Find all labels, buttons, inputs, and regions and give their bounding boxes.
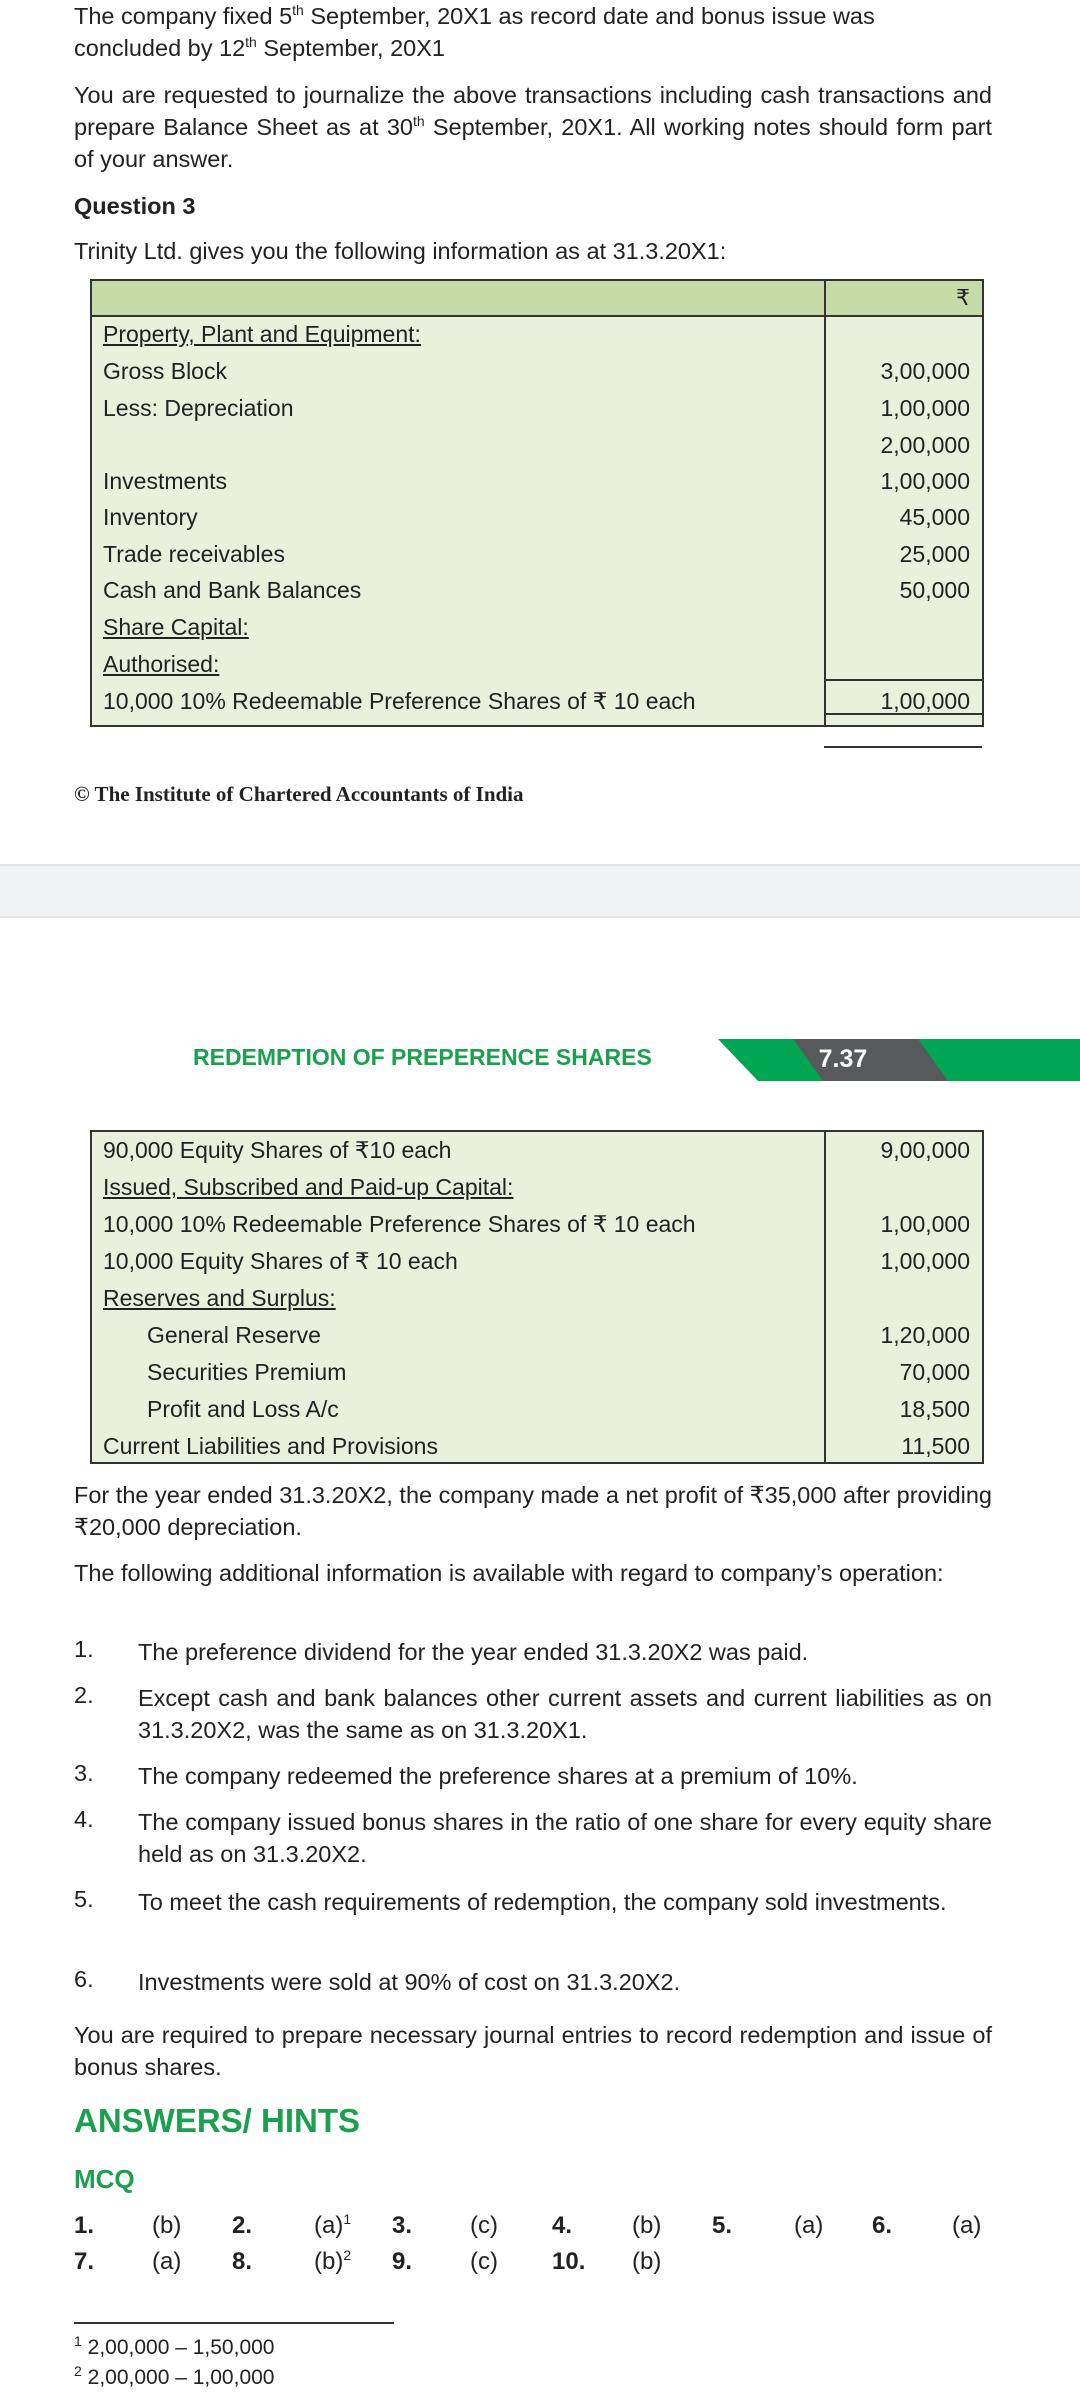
chapter-title: REDEMPTION OF PREPERENCE SHARES: [193, 1044, 652, 1070]
row-amount: 3,00,000: [880, 358, 970, 384]
table-row: [92, 316, 982, 352]
footnote-text: 2,00,000 – 1,00,000: [87, 2366, 275, 2389]
underline-rule: [824, 746, 982, 748]
list-text: Except cash and bank balances other current assets and current liabilities as on 31.3.20X2, was the same as on 31.3.20X1.: [138, 1685, 992, 1743]
row-label: 10,000 10% Redeemable Preference Shares of ₹ 10 each: [103, 688, 696, 714]
table-row: [92, 353, 982, 389]
mcq-number: 9.: [392, 2248, 413, 2275]
row-label: Share Capital:: [103, 614, 249, 640]
mcq-number: 3.: [392, 2212, 413, 2239]
table-row: [92, 1243, 982, 1279]
mcq-heading: MCQ: [74, 2164, 135, 2194]
list-number: 5.: [74, 1886, 94, 1912]
row-label: Profit and Loss A/c: [147, 1396, 339, 1422]
table-row: [92, 1428, 982, 1464]
row-amount: 1,20,000: [880, 1322, 970, 1348]
mcq-answer: [632, 2248, 661, 2276]
question-heading: Question 3: [74, 193, 196, 219]
row-amount: 18,500: [899, 1396, 970, 1422]
footnote-mark: 1: [74, 2333, 82, 2349]
answers-heading: ANSWERS/ HINTS: [74, 2102, 361, 2139]
mcq-number: 7.: [74, 2248, 95, 2275]
row-label: Less: Depreciation: [103, 395, 294, 421]
intro-text: September, 20X1 as record date and bonus issue was: [303, 3, 875, 29]
table-row: [92, 646, 982, 682]
list-text: The company redeemed the preference shares at a premium of 10%.: [138, 1763, 858, 1789]
mcq-answer: [314, 2248, 351, 2276]
footnote-ref: 1: [343, 2211, 352, 2227]
row-amount: 1,00,000: [880, 688, 970, 714]
paragraph-additional-info: The following additional information is available with regard to company’s operation:: [74, 1560, 944, 1586]
ordinal-sup: th: [412, 113, 425, 130]
row-amount: 2,00,000: [880, 432, 970, 458]
table-row: [92, 427, 982, 463]
mcq-number: 8.: [232, 2248, 253, 2275]
table-row: [92, 390, 982, 426]
list-number: 3.: [74, 1760, 94, 1786]
row-label: Securities Premium: [147, 1359, 347, 1385]
table-row: [92, 1317, 982, 1353]
row-label: Inventory: [103, 504, 198, 530]
mcq-answer-text: (c): [470, 2248, 498, 2275]
list-number: 4.: [74, 1806, 94, 1832]
ordinal-sup: th: [245, 34, 257, 51]
list-text: The company issued bonus shares in the ratio of one share for every equity share held as on 31.3.20X2.: [138, 1809, 992, 1867]
table-row: [92, 1132, 982, 1168]
paragraph-requirement: You are required to prepare necessary journal entries to record redemption and issue of bonus shares.: [74, 2022, 992, 2080]
copyright-footer: © The Institute of Chartered Accountants of India: [74, 782, 524, 806]
table-row: [92, 463, 982, 499]
mcq-answer-text: (b): [632, 2248, 662, 2275]
row-amount: 45,000: [899, 504, 970, 530]
mcq-answer: [152, 2248, 181, 2276]
mcq-answer-text: (a): [794, 2212, 824, 2239]
table-row: [92, 683, 982, 719]
footnote-mark: 2: [74, 2363, 82, 2379]
footnote-ref: 2: [343, 2247, 352, 2263]
row-label: Reserves and Surplus:: [103, 1285, 336, 1311]
mcq-answer-text: (a): [314, 2212, 344, 2239]
table-row: [92, 1391, 982, 1427]
list-number: 2.: [74, 1682, 94, 1708]
row-amount: 50,000: [899, 577, 970, 603]
list-text: The preference dividend for the year ended 31.3.20X2 was paid.: [138, 1639, 809, 1665]
mcq-number: 4.: [552, 2212, 573, 2239]
mcq-answer-text: (a): [152, 2248, 182, 2275]
paragraph-net-profit: For the year ended 31.3.20X2, the company made a net profit of ₹35,000 after providing ₹20,000 depreciation.: [74, 1482, 992, 1540]
page-break: [0, 864, 1080, 918]
mcq-answer-text: (b): [314, 2248, 344, 2275]
row-label: General Reserve: [147, 1322, 321, 1348]
row-amount: 1,00,000: [880, 468, 970, 494]
intro-paragraph: [74, 0, 992, 64]
row-amount: 1,00,000: [880, 1211, 970, 1237]
row-label: Authorised:: [103, 651, 220, 677]
table-row: [92, 572, 982, 608]
footnote-1: [74, 2333, 275, 2360]
footnote-2: [74, 2363, 275, 2390]
row-label: Property, Plant and Equipment:: [103, 321, 421, 347]
mcq-answer-text: (c): [470, 2212, 498, 2239]
row-amount: 1,00,000: [880, 395, 970, 421]
mcq-number: 10.: [552, 2248, 586, 2275]
page-header-band: [718, 1039, 1080, 1081]
row-label: Trade receivables: [103, 541, 285, 567]
request-text: September, 20X1. All working notes should form part of your answer.: [74, 114, 992, 172]
intro-text: September, 20X1: [256, 35, 445, 61]
row-amount: 25,000: [899, 541, 970, 567]
rupee-header: ₹: [956, 285, 970, 310]
row-label: Current Liabilities and Provisions: [103, 1433, 438, 1459]
mcq-number: 1.: [74, 2212, 95, 2239]
footnote-rule: [74, 2322, 394, 2324]
mcq-answer-text: (a): [952, 2212, 982, 2239]
table-row: [92, 499, 982, 535]
intro-text: concluded by 12: [74, 35, 246, 61]
balance-table-2: [90, 1130, 984, 1464]
mcq-answer: [794, 2212, 823, 2240]
intro-text: The company fixed 5: [74, 3, 293, 29]
table-row: [92, 1169, 982, 1205]
request-paragraph: [74, 79, 992, 175]
mcq-answer: [470, 2212, 498, 2240]
row-label: 10,000 10% Redeemable Preference Shares of ₹ 10 each: [103, 1211, 696, 1237]
row-label: 90,000 Equity Shares of ₹10 each: [103, 1137, 452, 1163]
mcq-answer-text: (b): [152, 2212, 182, 2239]
table-row: [92, 609, 982, 645]
row-amount: 11,500: [901, 1433, 970, 1459]
row-label: 10,000 Equity Shares of ₹ 10 each: [103, 1248, 458, 1274]
request-text: You are requested to journalize the above transactions including cash transactions and prepare Balance Sheet as at 30: [74, 82, 992, 140]
page-number: 7.37: [818, 1045, 868, 1073]
mcq-number: 6.: [872, 2212, 893, 2239]
question-text: Trinity Ltd. gives you the following information as at 31.3.20X1:: [74, 238, 727, 264]
mcq-answer: [952, 2212, 981, 2240]
table-row: [92, 1280, 982, 1316]
row-label: Investments: [103, 468, 227, 494]
mcq-number: 2.: [232, 2212, 253, 2239]
mcq-number: 5.: [712, 2212, 733, 2239]
mcq-answer: [152, 2212, 181, 2240]
list-text: Investments were sold at 90% of cost on 31.3.20X2.: [138, 1969, 681, 1995]
row-amount: 9,00,000: [880, 1137, 970, 1163]
balance-table-1: [90, 279, 984, 727]
row-label: Gross Block: [103, 358, 227, 384]
mcq-answer: [632, 2212, 661, 2240]
row-amount: 70,000: [899, 1359, 970, 1385]
list-number: 6.: [74, 1966, 94, 1992]
row-amount: 1,00,000: [880, 1248, 970, 1274]
mcq-answer: [470, 2248, 498, 2276]
ordinal-sup: th: [292, 2, 304, 19]
mcq-answer-text: (b): [632, 2212, 662, 2239]
mcq-answer: [314, 2212, 351, 2240]
table-row: [92, 1354, 982, 1390]
list-number: 1.: [74, 1636, 94, 1662]
table-header-row: [92, 281, 982, 317]
table-row: [92, 1206, 982, 1242]
row-label: Cash and Bank Balances: [103, 577, 362, 603]
list-text: To meet the cash requirements of redemption, the company sold investments.: [138, 1889, 947, 1915]
footnote-text: 2,00,000 – 1,50,000: [87, 2336, 275, 2359]
table-row: [92, 536, 982, 572]
row-label: Issued, Subscribed and Paid-up Capital:: [103, 1174, 514, 1200]
